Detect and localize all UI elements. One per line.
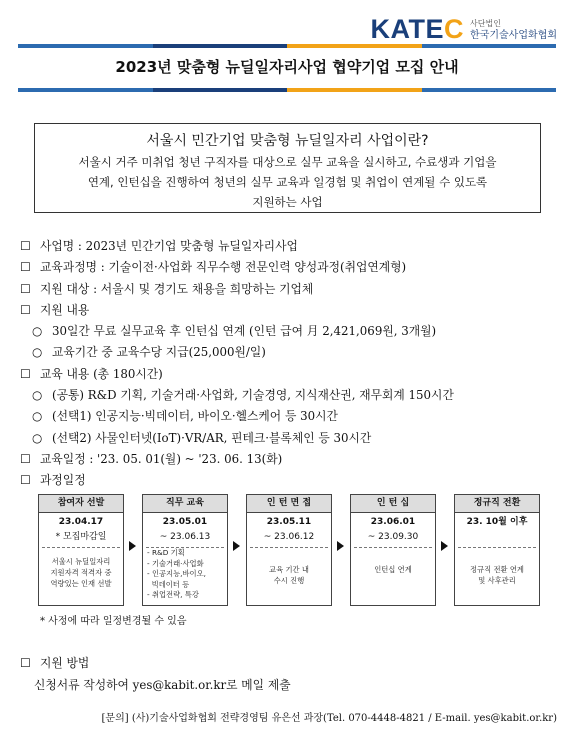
stage-note [351, 564, 435, 575]
stage-topic: 빅데이터 등 [147, 579, 190, 589]
stage-note-line: 정규직 전환 연계 [470, 565, 524, 574]
schedule-stage [350, 494, 436, 606]
list-item-text: 과정일정 [40, 473, 86, 488]
stage-topic: - 취업전략, 특강 [147, 590, 199, 599]
list-item-text: (선택1) 인공지능·빅데이터, 바이오·헬스케어 등 30시간 [52, 409, 338, 424]
arrow-right-icon [441, 541, 448, 551]
stage-title: 정규직 전환 [455, 495, 539, 513]
schedule-footnote: * 사정에 따라 일정변경될 수 있음 [40, 616, 187, 627]
stage-topic: - 인공지능,바이오, [147, 569, 206, 578]
stage-date-end: ~ 23.09.30 [367, 532, 419, 542]
stage-note [455, 564, 539, 586]
stage-note-line: 인턴십 연계 [374, 565, 412, 574]
stage-title: 인 턴 십 [351, 495, 435, 513]
circle-bullet-icon: ○ [32, 430, 43, 445]
sub-list-item [20, 342, 560, 363]
schedule-stage [38, 494, 124, 606]
stage-date-start: 23.05.01 [162, 517, 208, 527]
title-underline-band [18, 88, 556, 92]
stage-date-start: 23. 10월 이후 [466, 517, 528, 527]
list-item [20, 449, 560, 470]
stage-note [247, 564, 331, 586]
list-item [20, 364, 560, 385]
circle-bullet-icon: ○ [32, 324, 43, 339]
header-color-band [18, 44, 556, 48]
list-item-text: 지원 대상 : 서울시 및 경기도 채용을 희망하는 기업체 [40, 281, 314, 296]
list-item [20, 279, 560, 300]
stage-date-start: 23.05.11 [266, 517, 312, 527]
intro-line: 서울시 거주 미취업 청년 구직자를 대상으로 실무 교육을 실시하고, 수료생과 기업을 [78, 155, 497, 169]
info-list [20, 236, 560, 492]
intro-box [34, 123, 541, 213]
list-item-text: 교육일정 : '23. 05. 01(월) ~ '23. 06. 13(화) [40, 451, 283, 466]
stage-divider [458, 547, 536, 548]
stage-title: 인 턴 면 접 [247, 495, 331, 513]
schedule-stage [454, 494, 540, 606]
stage-date-end: ~ 23.06.13 [159, 532, 211, 542]
stage-date-end: ~ 23.06.12 [263, 532, 315, 542]
arrow-right-icon [337, 541, 344, 551]
list-item [20, 470, 560, 491]
schedule-stage [142, 494, 228, 606]
stage-title: 직무 교육 [143, 495, 227, 513]
stage-title: 참여자 선발 [39, 495, 123, 513]
logo-wordmark [371, 14, 465, 45]
stage-date-start: 23.04.17 [58, 517, 104, 527]
band-segment [153, 88, 288, 92]
logo-wordmark-main: KATE [370, 14, 445, 44]
band-segment [422, 88, 557, 92]
stage-note-line: 서울시 뉴딜일자리 [51, 557, 111, 566]
list-item [20, 300, 560, 321]
stage-divider [250, 547, 328, 548]
checkbox-icon: ☐ [20, 281, 31, 296]
list-item-text: 교육 내용 (총 180시간) [40, 366, 163, 381]
logo-wordmark-accent: C [444, 14, 465, 44]
logo-subtitle-line2: 한국기술사업화협회 [470, 29, 557, 41]
circle-bullet-icon: ○ [32, 388, 43, 403]
intro-heading: 서울시 민간기업 맞춤형 뉴딜일자리 사업이란? [146, 133, 429, 149]
apply-heading: 지원 방법 [40, 656, 90, 670]
list-item-text: 지원 내용 [40, 302, 90, 317]
band-segment [153, 44, 288, 48]
katec-logo [371, 14, 557, 45]
list-item-text: 교육기간 중 교육수당 지급(25,000원/일) [52, 345, 266, 360]
sub-list-item [20, 406, 560, 427]
checkbox-icon: ☐ [20, 473, 31, 488]
stage-date-end [455, 530, 539, 545]
page-title: 2023년 맞춤형 뉴딜일자리사업 협약기업 모집 안내 [115, 58, 459, 76]
sub-list-item [20, 385, 560, 406]
stage-topic: - R&D 기획 [147, 548, 185, 557]
checkbox-icon: ☐ [20, 451, 31, 466]
stage-note-line: 교육 기간 내 [269, 565, 309, 574]
checkbox-icon: ☐ [20, 260, 31, 275]
intro-line: 지원하는 사업 [252, 195, 323, 209]
list-item [20, 257, 560, 278]
apply-text: 신청서류 작성하여 yes@kabit.or.kr로 메일 제출 [34, 678, 291, 692]
band-segment [18, 44, 153, 48]
stage-divider [42, 547, 120, 548]
list-item-text: 30일간 무료 실무교육 후 인턴십 연계 (인턴 급여 月 2,421,069원, 3개월) [52, 324, 437, 339]
circle-bullet-icon: ○ [32, 409, 43, 424]
list-item-text: (공통) R&D 기획, 기술거래·사업화, 기술경영, 지식재산권, 재무회계 150시간 [52, 388, 454, 403]
sub-list-item [20, 428, 560, 449]
band-segment [287, 88, 422, 92]
list-item-text: 교육과정명 : 기술이전·사업화 직무수행 전문인력 양성과정(취업연계형) [40, 260, 407, 275]
checkbox-icon: ☐ [20, 239, 31, 253]
schedule-stage [246, 494, 332, 606]
checkbox-icon: ☐ [20, 656, 31, 670]
stage-date-end: * 모집마감일 [55, 532, 107, 542]
stage-note-line: 및 사후관리 [478, 576, 516, 585]
band-segment [18, 88, 153, 92]
stage-date-start: 23.06.01 [370, 517, 416, 527]
apply-heading-row [20, 652, 291, 674]
sub-list-item [20, 321, 560, 342]
stage-topic-list [143, 548, 227, 601]
schedule-flow [38, 494, 550, 606]
stage-note-line: 역량있는 인재 선발 [50, 579, 112, 588]
checkbox-icon: ☐ [20, 366, 31, 381]
checkbox-icon: ☐ [20, 302, 31, 317]
arrow-right-icon [233, 541, 240, 551]
band-segment [287, 44, 422, 48]
stage-note-line: 지원자격 적격자 중 [50, 568, 112, 577]
contact-info: [문의] (사)기술사업화협회 전략경영팀 유은선 과장(Tel. 070-4448-4821 / E-mail. yes@kabit.or.kr) [101, 713, 557, 724]
circle-bullet-icon: ○ [32, 345, 43, 360]
intro-line: 연계, 인턴십을 진행하여 청년의 실무 교육과 일경험 및 취업이 연계될 수 있도록 [87, 175, 488, 189]
stage-topic: - 기술거래·사업화 [147, 558, 204, 568]
logo-subtitle [470, 18, 557, 42]
list-item-text: (선택2) 사물인터넷(IoT)·VR/AR, 핀테크·블록체인 등 30시간 [52, 430, 372, 445]
list-item-text: 사업명 : 2023년 민간기업 맞춤형 뉴딜일자리사업 [40, 239, 298, 253]
list-item [20, 236, 560, 257]
intro-body [35, 152, 540, 212]
band-segment [422, 44, 557, 48]
arrow-right-icon [129, 541, 136, 551]
logo-subtitle-line1: 사단법인 [470, 18, 501, 28]
apply-section [20, 652, 291, 696]
stage-note [39, 556, 123, 589]
stage-divider [354, 547, 432, 548]
stage-note-line: 수시 진행 [273, 576, 305, 585]
